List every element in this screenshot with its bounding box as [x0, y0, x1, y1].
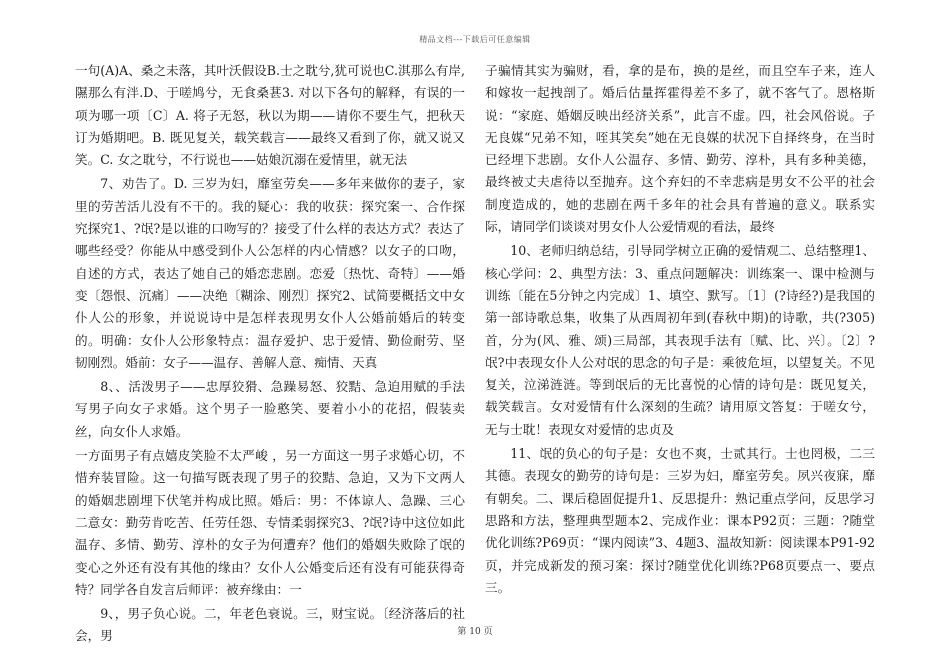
left-column [75, 60, 465, 648]
paragraph: 一句(A)A、桑之未落，其叶沃假设B.士之耽兮,犹可说也C.淇那么有岸,隰那么有泮.D、于嗟鸠兮，无食桑葚3. 对以下各句的解释，有误的一项为哪一项〔C〕A. 将子无怒，秋以为期——请你不要生气，把秋天订为婚期吧。B. 既见复关，载笑载言——最终又看到了你，就又说又笑。C. 女之耽兮，不行说也——姑娘沉溺在爱情里，就无法 [75, 63, 465, 168]
paragraph: 一方面男子有点嬉皮笑脸不太严峻 ，另一方面这一男子求婚心切，不惜弃装冒险。这一句描写既表现了男子的狡黠、急迫，又为下文两人的婚姻悲剧埋下伏笔并构成比照。婚后：男：不体谅人、急躁、三心二意女：勤劳肯吃苦、任劳任怨、专情柔弱探究3、?氓?诗中这位如此温存、多情、勤劳、淳朴的女子为何遭弃？他们的婚姻失败除了氓的变心之外还有没有其他的缘由？女仆人公婚变后还有没有可能获得奇特？同学各自发言后师评：被弃缘由：一 [75, 448, 465, 597]
paragraph: 10、老师归纳总结，引导同学树立正确的爱情观二、总结整理1、核心学问：2、典型方法：3、重点问题解决：训练案一、课中检测与训练〔能在5分钟之内完成〕1、填空、默写。〔1〕(?诗经?)是我国的第一部诗歌总集，收集了从西周初年到(春秋中期)的诗歌，共(?305)首，分为(风、雅、颂)三局部，其表现手法有〔赋、比、兴〕。〔2〕?氓?中表现女仆人公对氓的思念的句子是：乘彼危垣，以望复关。不见复关，泣涕涟涟。等到氓后的无比喜悦的心情的诗句是：既见复关，载笑载言。女对爱情有什么深刻的生疏？请用原文答复：于嗟女兮，无与士耽！表现女对爱情的忠贞及 [485, 243, 875, 437]
paragraph: 8、、活泼男子——忠厚狡猾、急躁易怒、狡黠、急迫用赋的手法写男子向女子求婚。这个男子一脸憨笑、要着小小的花招，假装卖丝，向女仆人求婚。 [75, 379, 465, 439]
paragraph: 7、劝告了。D. 三岁为妇，靡室劳矣——多年来做你的妻子，家里的劳苦活儿没有不干的。我的疑心：我的收获：探究案一、合作探究探究1、?氓?是以谁的口吻写的？接受了什么样的表达方式？表达了哪些经受？你能从中感受到仆人公怎样的内心情感？以女子的口吻，自述的方式，表达了她自己的婚恋悲剧。恋爱〔热忱、奇特〕——婚变〔怨恨、沉痛〕——决绝〔糊涂、刚烈〕探究2、试简要概括文中女仆人公的形象，并说说诗中是怎样表现男女仆人公婚前婚后的转变的。明确：女仆人公形象特点：温存爱护、忠于爱情、勤俭耐劳、坚韧刚烈。婚前：女子——温存、善解人意、痴情、天真 [75, 176, 465, 370]
paragraph: 11、氓的负心的句子是：女也不爽，士贰其行。士也罔极，二三其德。表现女的勤劳的诗句是：三岁为妇，靡室劳矣。夙兴夜寐，靡有朝矣。二、课后稳固促提升1、反思提升：熟记重点学问，反思学习思路和方法，整理典型题本2、完成作业：课本P92页：三题：?随堂优化训练?P69页：“课内阅读”3、4题3、温故知新：阅读课本P91-92页，并完成新发的预习案：探讨?随堂优化训练?P68页要点一、要点三。 [485, 446, 876, 595]
paragraph: 子骗情其实为骗财，看，拿的是布，换的是丝，而且空车子来，连人和嫁妆一起拽剖了。婚后估量挥霍得差不多了，就不客气了。恩格斯说：“家庭、婚姻反映出经济关系”，此言不虚。四，社会风俗说。子无良媒“兄弟不知，咥其笑矣”她在无良媒的状况下自择终身，在当时已经埋下悲剧。女仆人公温存、多情、勤劳、淳朴，具有多种美德，最终被丈夫虐待以至抛弃。这个弃妇的不幸悲病是男女不公平的社会制度造成的，她的悲剧在两千多年的社会具有普遍的意义。联系实际，请同学们谈谈对男女仆人公爱情观的看法，最终 [485, 63, 875, 235]
page-header: 精品文档---下载后可任意编辑 [419, 35, 531, 44]
right-column [485, 60, 875, 599]
paragraph: 9、，男子负心说。二，年老色衰说。三，财宝说。〔经济落后的社会，男 [75, 606, 465, 644]
page-number: 第 10 页 [457, 627, 493, 637]
